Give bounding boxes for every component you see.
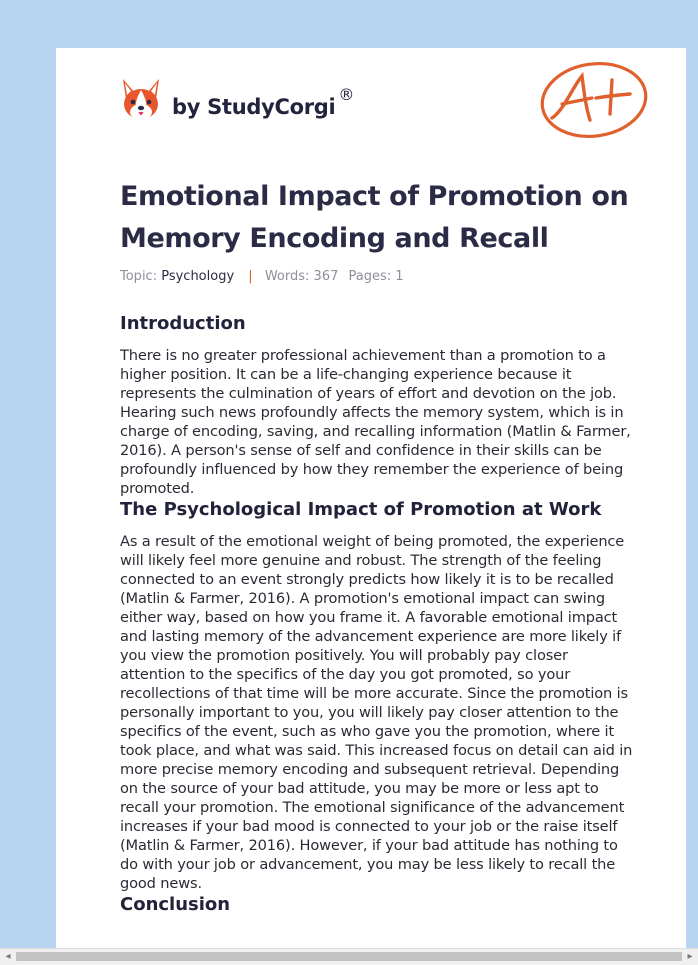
studycorgi-logo[interactable] — [120, 76, 354, 124]
words-label: Words: — [264, 269, 310, 284]
section-paragraph-introduction: There is no greater professional achievement than a promotion to a higher position. It can be a life-changing experience because it represents the culmination of years of effort and devotion on the job. Hearing such news profoundly affects the memory system, which is in charge of encoding, saving, and recalling information (Matlin & Farmer, 2016). A person's sense of self and confidence in their skills can be profoundly influenced by how they remember the experience of being promoted. — [120, 347, 631, 497]
pages-value: 1 — [395, 269, 404, 284]
brand-name — [172, 85, 355, 119]
topic-label: Topic: — [120, 269, 158, 284]
section-heading-psychological-impact: The Psychological Impact of Promotion at Work — [120, 499, 602, 520]
section-heading-conclusion: Conclusion — [120, 894, 231, 915]
brand-text: by StudyCorgi — [172, 95, 336, 119]
words-value: 367 — [313, 269, 339, 284]
scroll-left-arrow-icon[interactable]: ◂ — [5, 951, 11, 962]
essay-title: Emotional Impact of Promotion on Memory Encoding and Recall — [120, 181, 629, 254]
section-paragraph-psychological-impact: As a result of the emotional weight of being promoted, the experience will likely feel more genuine and robust. The strength of the feeling connected to an event strongly predicts how likely it is to be recalled (Matlin & Farmer, 2016). A promotion's emotional impact can swing either way, based on how you frame it. A favorable emotional impact and lasting memory of the advancement experience are more likely if you view the promotion positively. You will probably pay closer attention to the specifics of the day you got promoted, so your recollections of that time will be more accurate. Since the promotion is personally important to you, you will likely pay closer attention to the specifics of the event, such as who gave you the promotion, where it took place, and what was said. This increased focus on detail can aid in more precise memory encoding and subsequent retrieval. Depending on the source of your bad attitude, you may be more or less apt to recall your promotion. The emotional significance of the advancement increases if your bad mood is connected to your job or the raise itself (Matlin & Farmer, 2016). However, if your bad attitude has nothing to do with your job or advancement, you may be less likely to recall the good news. — [120, 533, 633, 892]
essay-page — [56, 48, 686, 964]
topic-link[interactable]: Psychology — [161, 269, 235, 284]
scrollbar-thumb[interactable] — [16, 952, 682, 961]
section-heading-introduction: Introduction — [120, 313, 246, 334]
horizontal-scrollbar[interactable] — [0, 948, 698, 965]
grade-badge-text: A+ — [594, 104, 596, 105]
registered-mark: ® — [338, 85, 355, 104]
corgi-logo-icon — [120, 77, 162, 123]
grade-badge-icon — [538, 58, 650, 140]
meta-separator: | — [248, 269, 253, 284]
scroll-right-arrow-icon[interactable]: ▸ — [687, 951, 693, 962]
essay-meta — [120, 269, 404, 284]
essay-body — [120, 312, 636, 917]
pages-label: Pages: — [348, 269, 392, 284]
